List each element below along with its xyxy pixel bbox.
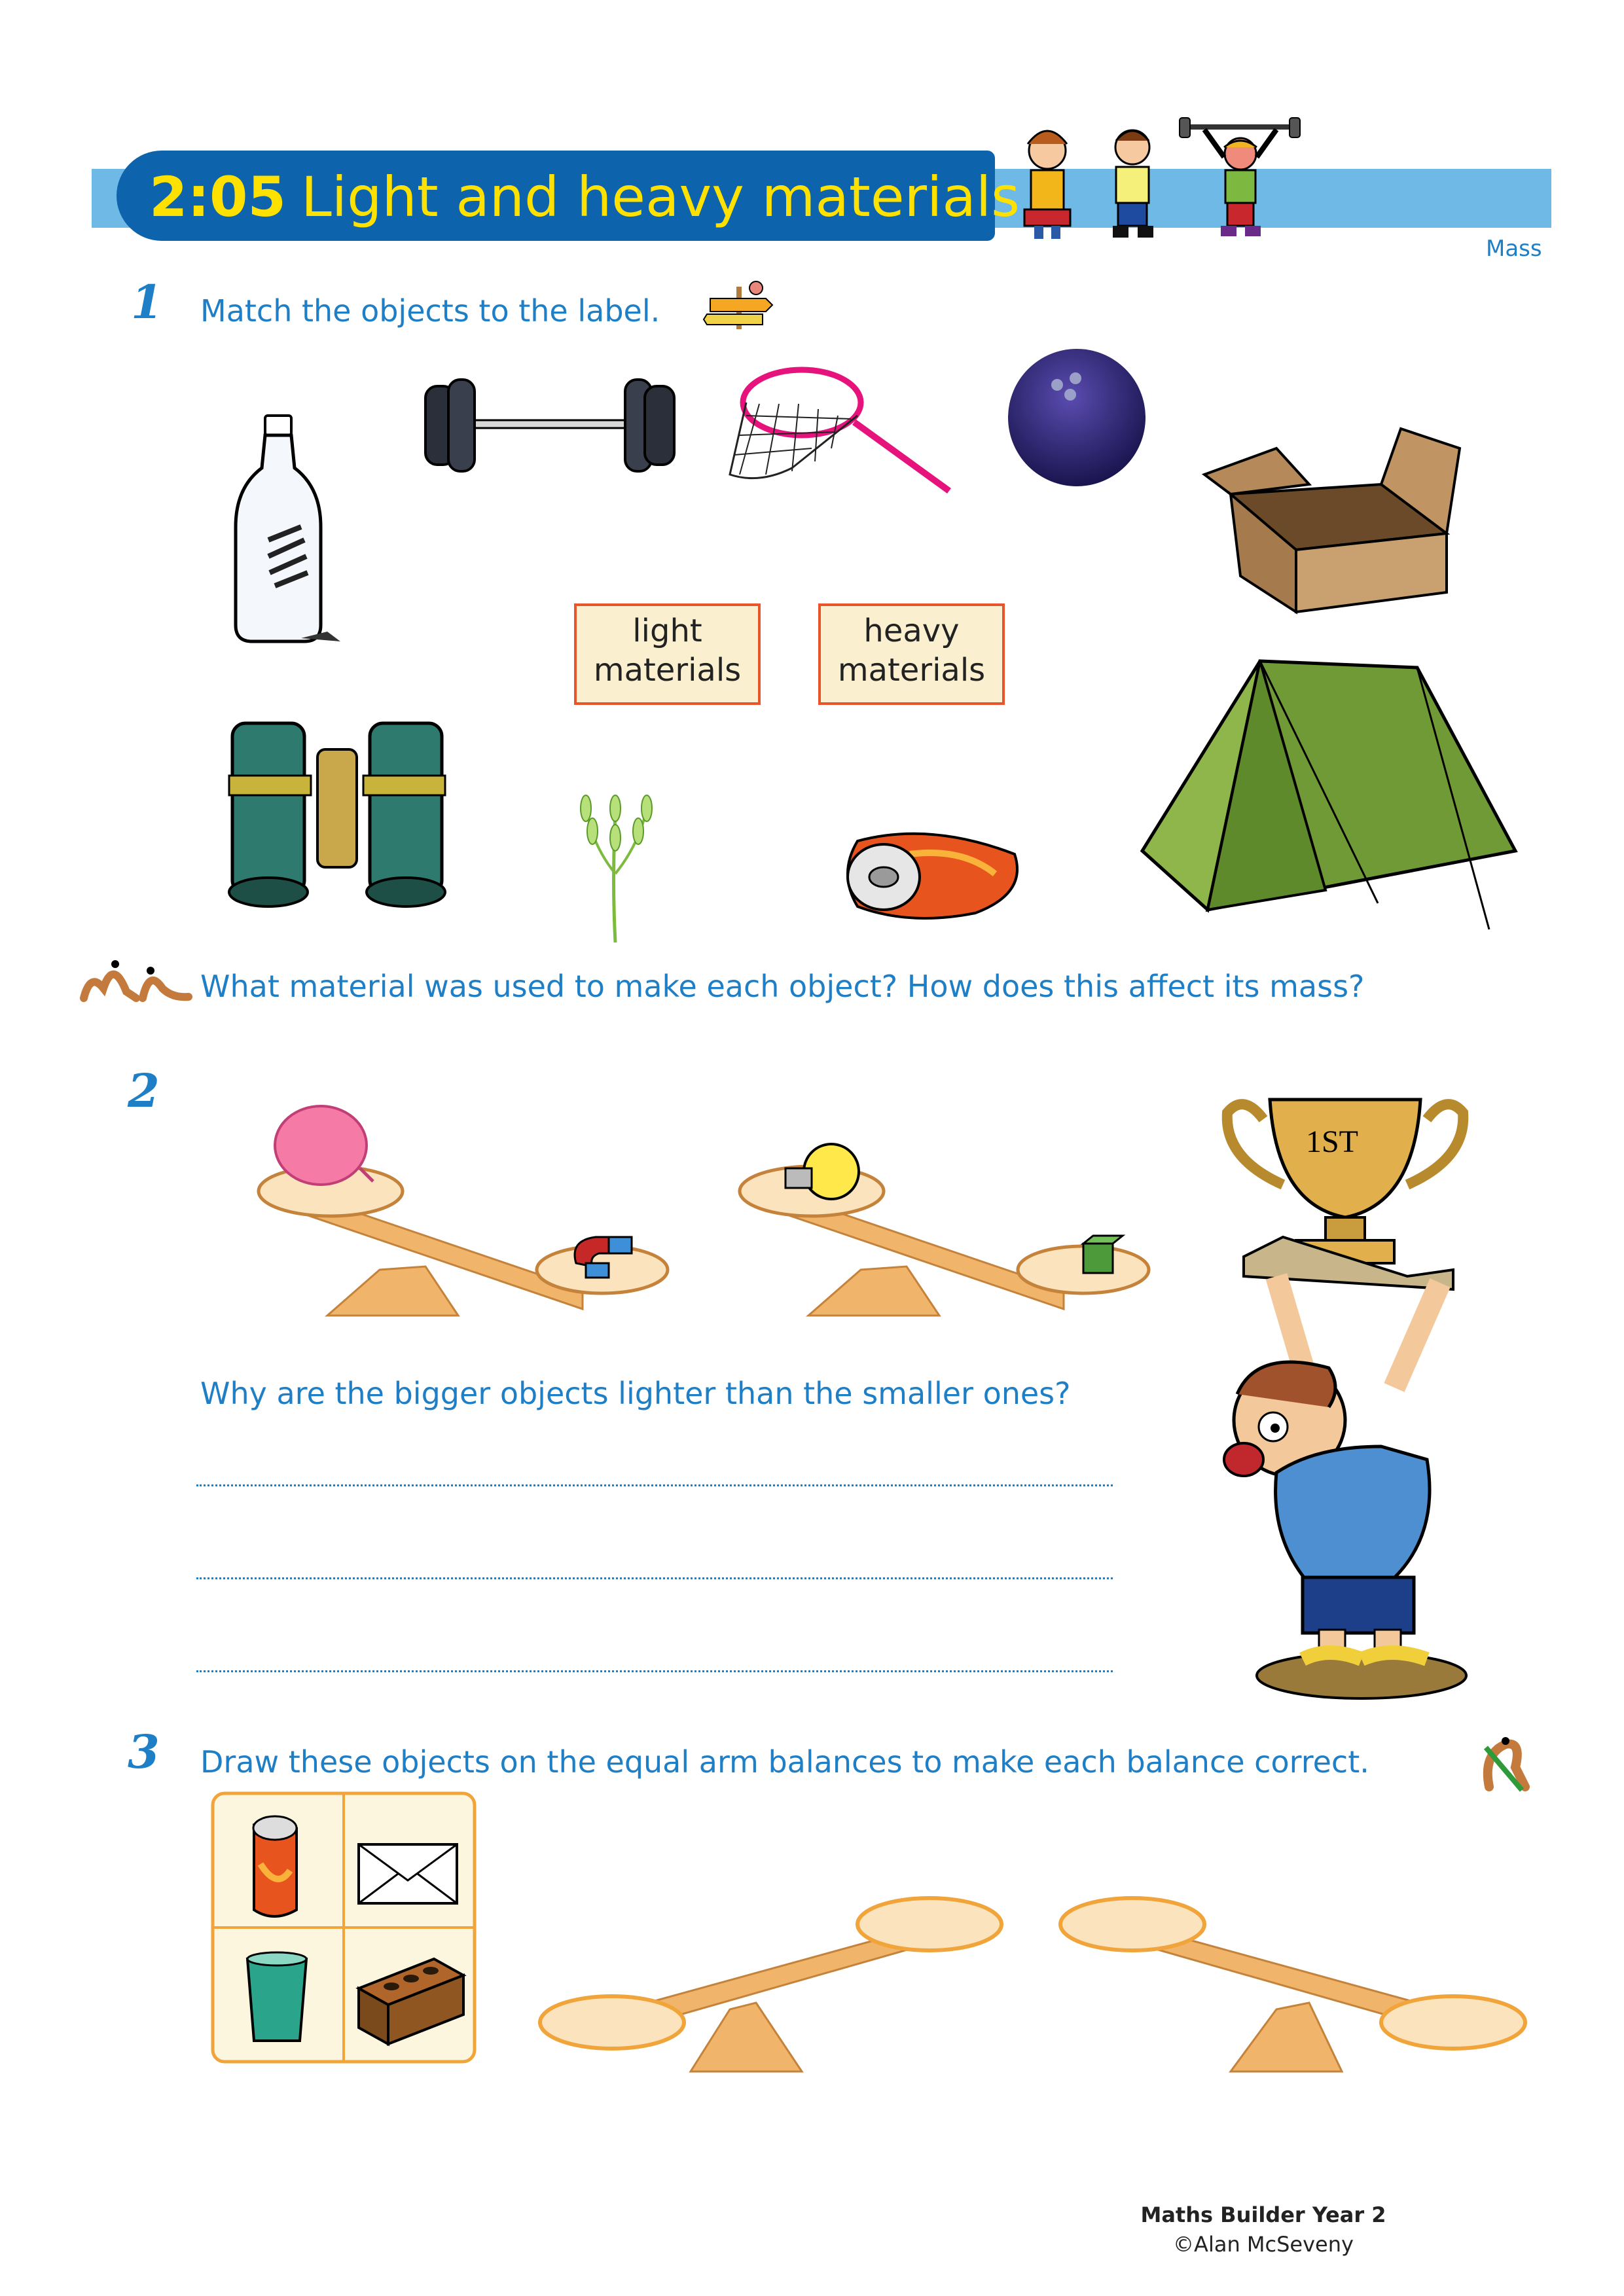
envelope-icon — [359, 1844, 457, 1903]
question-2-text: Why are the bigger objects lighter than the smaller ones? — [200, 1376, 1071, 1411]
can-icon — [253, 1816, 297, 1916]
question-1-number: 1 — [131, 275, 163, 329]
runner-character-icon — [1113, 130, 1153, 238]
header-characters-illustration — [1008, 118, 1309, 242]
barbell-icon — [412, 367, 687, 484]
question-1-instruction: Match the objects to the label. — [200, 293, 660, 329]
empty-balance-right — [1054, 1885, 1532, 2108]
crushed-can-icon — [831, 821, 1028, 926]
question-1-discussion: What material was used to make each object? How does this affect its mass? — [200, 969, 1365, 1004]
cup-icon — [247, 1952, 306, 2041]
balance-bulb-cube-illustration — [736, 1113, 1168, 1322]
trophy-text: 1ST — [1305, 1124, 1359, 1159]
empty-balance-left — [540, 1885, 1018, 2108]
footer-copyright: ©Alan McSeveny — [1173, 2232, 1354, 2257]
question-3-number: 3 — [128, 1725, 160, 1779]
topic-label: Mass — [1486, 236, 1542, 262]
tent-icon — [1129, 655, 1522, 942]
worm-with-pencil-icon — [1476, 1728, 1535, 1793]
plastic-bottle-icon — [229, 416, 347, 648]
label-light-line2: materials — [593, 652, 742, 689]
answer-line-2[interactable] — [196, 1577, 1113, 1579]
answer-line-3[interactable] — [196, 1670, 1113, 1672]
shopper-character-icon — [1024, 131, 1070, 239]
bowling-ball-icon — [1005, 346, 1149, 490]
label-light-line1: light — [632, 613, 702, 649]
answer-line-1[interactable] — [196, 1484, 1113, 1486]
question-3-instruction: Draw these objects on the equal arm balances to make each balance correct. — [200, 1744, 1369, 1780]
binoculars-icon — [219, 710, 455, 913]
label-heavy-line1: heavy — [863, 613, 960, 649]
label-heavy-materials[interactable] — [818, 603, 1005, 705]
boy-with-trophy-illustration — [1165, 1080, 1532, 1702]
cardboard-box-icon — [1191, 403, 1473, 619]
fishing-net-icon — [720, 344, 956, 494]
label-light-materials[interactable] — [574, 603, 761, 705]
signpost-icon — [704, 280, 776, 332]
question-2-number: 2 — [128, 1064, 160, 1118]
trophy-icon — [1227, 1100, 1464, 1263]
weightlifter-character-icon — [1180, 118, 1300, 236]
page-title: Light and heavy materials — [301, 165, 1020, 229]
wheat-grass-icon — [569, 776, 661, 946]
label-heavy-line2: materials — [837, 652, 986, 689]
worms-icon — [77, 952, 195, 1005]
lesson-number: 2:05 — [149, 165, 286, 229]
footer-title: Maths Builder Year 2 — [1140, 2202, 1386, 2227]
objects-grid — [211, 1792, 477, 2064]
balance-balloon-magnet-illustration — [255, 1100, 687, 1322]
